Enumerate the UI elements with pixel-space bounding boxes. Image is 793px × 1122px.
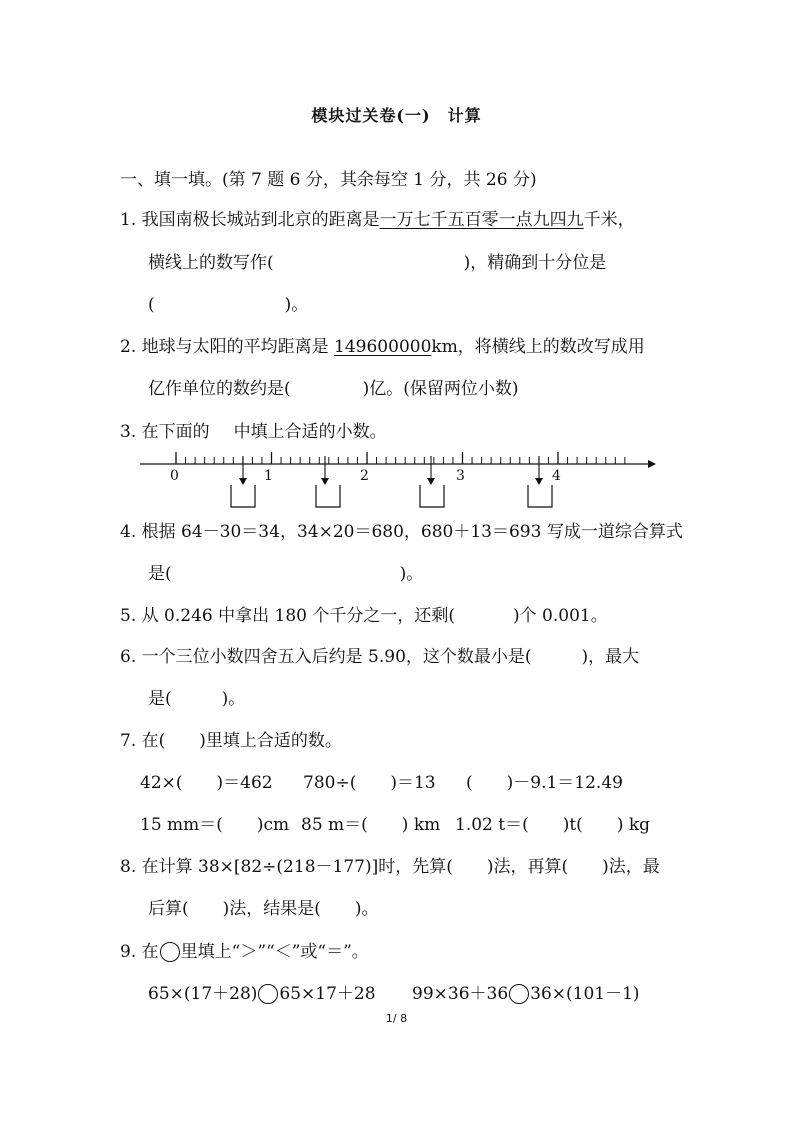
- q6-line2-a: 是(: [148, 689, 172, 709]
- q2-line2-a: 亿作单位的数约是(: [148, 379, 291, 399]
- q7-number: 7.: [120, 731, 137, 751]
- q9-text-a: 在: [141, 942, 159, 962]
- q4-line2-b: )。: [399, 564, 424, 584]
- q8-text: 在计算 38×[82÷(218－177)]时，先算( )法，再算( )法，最: [141, 857, 660, 877]
- number-line-label-1: 1: [264, 468, 273, 484]
- q9-expression-2: [412, 984, 640, 1004]
- q5-text-b: )个 0.001。: [513, 606, 608, 626]
- q9-compare-circle-1[interactable]: [258, 984, 278, 1004]
- q2-line2-b: )亿。(保留两位小数): [362, 379, 519, 399]
- q6-line2-b: )。: [221, 689, 246, 709]
- q8-line-2: 后算( )法，结果是( )。: [148, 899, 379, 919]
- q3-text-b: 中填上合适的小数。: [233, 422, 387, 442]
- q2-text-a: 地球与太阳的平均距离是: [141, 337, 335, 357]
- q9-expr2-right: 36×(101－1): [530, 984, 640, 1004]
- question-6: [120, 649, 639, 666]
- q1-underlined-number: 一万七千五百零一点九四九: [379, 210, 584, 230]
- q7-row1-item-3: ( )－9.1＝12.49: [466, 773, 623, 793]
- q9-compare-circle-2[interactable]: [509, 984, 529, 1004]
- q9-text-b: 里填上“＞”“＜”或“＝”。: [180, 942, 369, 962]
- q2-text-b: km，将横线上的数改写成用: [431, 337, 645, 357]
- q7-row2-item-1: 15 mm＝( )cm: [140, 815, 290, 835]
- q1-line3-a: (: [148, 295, 155, 315]
- question-7: [120, 733, 342, 750]
- q5-number: 5.: [120, 606, 137, 626]
- q1-line-2: [148, 255, 606, 272]
- q2-line-2: [148, 381, 519, 398]
- page-title: 模块过关卷(一) 计算: [311, 106, 482, 125]
- q1-text-a: 我国南极长城站到北京的距离是: [141, 210, 380, 230]
- number-line: [0, 440, 793, 515]
- q7-text: 在( )里填上合适的数。: [141, 731, 342, 751]
- page-number: 1/ 8: [385, 1012, 408, 1025]
- answer-box-4: [528, 485, 552, 507]
- q6-line-2: [148, 691, 245, 708]
- q2-underlined-number: 149600000: [334, 337, 432, 357]
- q6-number: 6.: [120, 647, 137, 667]
- q4-number: 4.: [120, 522, 137, 542]
- question-2: [120, 339, 645, 356]
- question-1: [120, 212, 635, 229]
- q9-number: 9.: [120, 942, 137, 962]
- q6-text-a: 一个三位小数四舍五入后约是 5.90，这个数最小是(: [141, 647, 532, 667]
- q7-row2-item-3: 1.02 t＝( )t( ) kg: [455, 815, 651, 835]
- q1-text-b: 千米，: [583, 210, 635, 230]
- q1-line-3: [148, 297, 308, 314]
- number-line-label-2: 2: [360, 468, 369, 484]
- q7-row1-item-1: 42×( )＝462: [140, 773, 273, 793]
- answer-box-3: [420, 485, 444, 507]
- question-8: [120, 859, 660, 876]
- number-line-label-4: 4: [552, 468, 561, 484]
- q4-line2-a: 是(: [148, 564, 172, 584]
- q1-line2-a: 横线上的数写作(: [148, 253, 274, 273]
- number-line-label-0: 0: [170, 468, 179, 484]
- q2-number: 2.: [120, 337, 137, 357]
- question-9: [120, 942, 369, 962]
- q4-text: 根据 64－30＝34，34×20＝680，680＋13＝693 写成一道综合算式: [141, 522, 683, 542]
- section-heading: 一、填一填。(第 7 题 6 分，其余每空 1 分，共 26 分): [120, 170, 537, 190]
- q3-number: 3.: [120, 422, 137, 442]
- q6-text-b: )，最大: [581, 647, 640, 667]
- number-line-label-3: 3: [456, 468, 465, 484]
- q7-row1-item-2: 780÷( )＝13: [303, 773, 436, 793]
- question-4: [120, 524, 683, 541]
- q8-number: 8.: [120, 857, 137, 877]
- number-line-arrow-icon: [648, 460, 656, 468]
- answer-box-2: [316, 485, 340, 507]
- answer-box-1: [231, 485, 255, 507]
- question-5: [120, 608, 608, 625]
- q1-line2-b: )，精确到十分位是: [463, 253, 607, 273]
- q1-line3-b: )。: [284, 295, 309, 315]
- q9-expr1-right: 65×17＋28: [279, 984, 376, 1004]
- q7-row2-item-2: 85 m＝( ) km: [301, 815, 441, 835]
- compare-circle-icon: [160, 942, 180, 962]
- q9-expr2-left: 99×36＋36: [412, 984, 509, 1004]
- q9-expression-1: [148, 984, 376, 1004]
- q1-number: 1.: [120, 210, 137, 230]
- q9-expr1-left: 65×(17＋28): [148, 984, 258, 1004]
- q4-line-2: [148, 566, 423, 583]
- q3-text-a: 在下面的: [141, 422, 210, 442]
- question-3: [120, 424, 387, 441]
- q5-text-a: 从 0.246 中拿出 180 个千分之一，还剩(: [141, 606, 456, 626]
